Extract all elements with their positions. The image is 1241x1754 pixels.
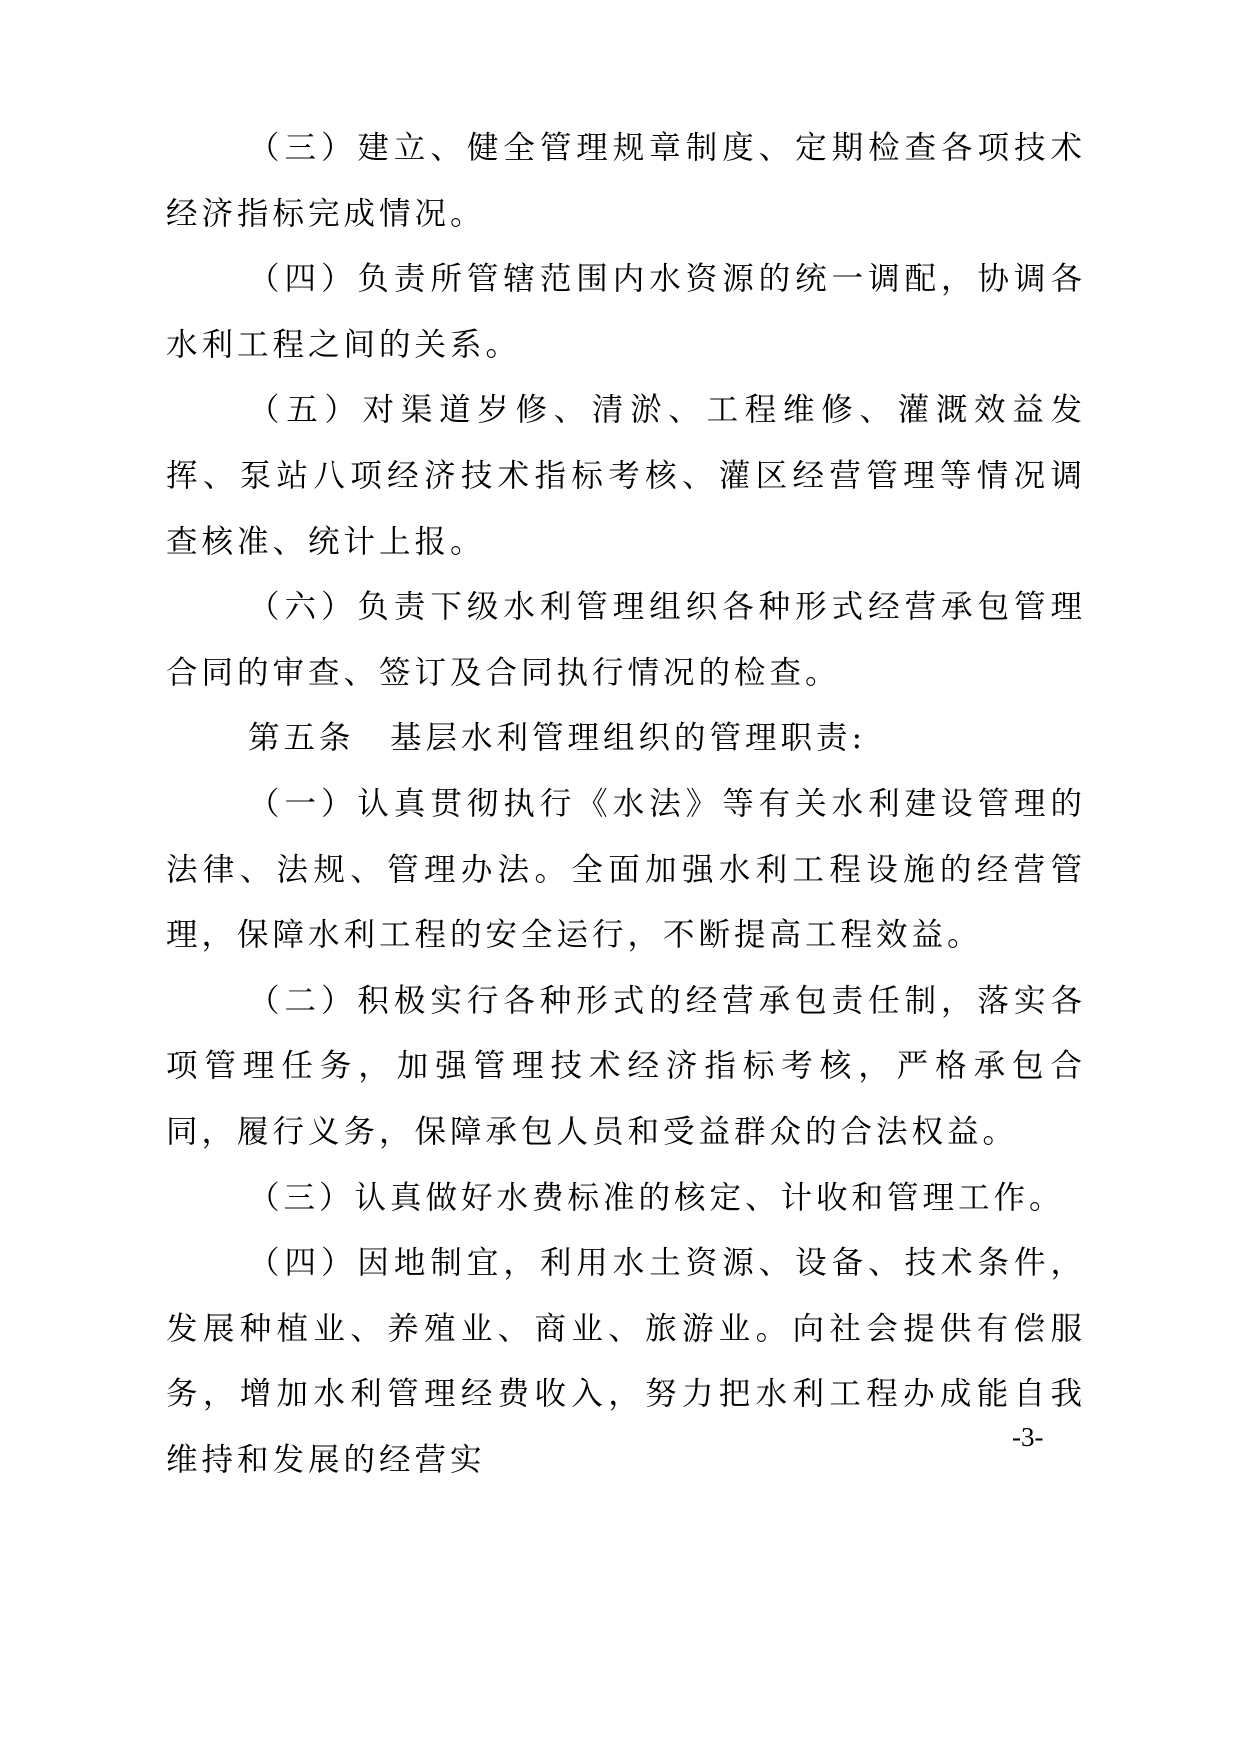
paragraph-article-5-item-2: （二）积极实行各种形式的经营承包责任制，落实各项管理任务，加强管理技术经济指标考核，严格承包合同，履行义务，保障承包人员和受益群众的合法权益。: [166, 982, 1086, 1150]
document-body: [166, 116, 1086, 1493]
paragraph-article-5-item-3: （三）认真做好水费标准的核定、计收和管理工作。: [248, 1179, 1065, 1216]
paragraph-item-5-responsibility: （五）对渠道岁修、清淤、工程维修、灌溉效益发挥、泵站八项经济技术指标考核、灌区经营管理等情况调查核准、统计上报。: [166, 392, 1086, 560]
article-5-heading: 第五条 基层水利管理组织的管理职责:: [248, 720, 867, 757]
paragraph-article-5-item-1: （一）认真贯彻执行《水法》等有关水利建设管理的法律、法规、管理办法。全面加强水利工程设施的经营管理，保障水利工程的安全运行，不断提高工程效益。: [166, 785, 1086, 954]
page-number: -3-: [1012, 1422, 1044, 1452]
paragraph-item-3-responsibility: （三）建立、健全管理规章制度、定期检查各项技术经济指标完成情况。: [166, 130, 1086, 232]
paragraph-item-4-responsibility: （四）负责所管辖范围内水资源的统一调配，协调各水利工程之间的关系。: [166, 261, 1086, 363]
paragraph-item-6-responsibility: （六）负责下级水利管理组织各种形式经营承包管理合同的审查、签订及合同执行情况的检查。: [166, 589, 1086, 691]
paragraph-article-5-item-4: （四）因地制宜，利用水土资源、设备、技术条件，发展种植业、养殖业、商业、旅游业。向社会提供有偿服务，增加水利管理经费收入，努力把水利工程办成能自我维持和发展的经营实: [166, 1245, 1086, 1478]
